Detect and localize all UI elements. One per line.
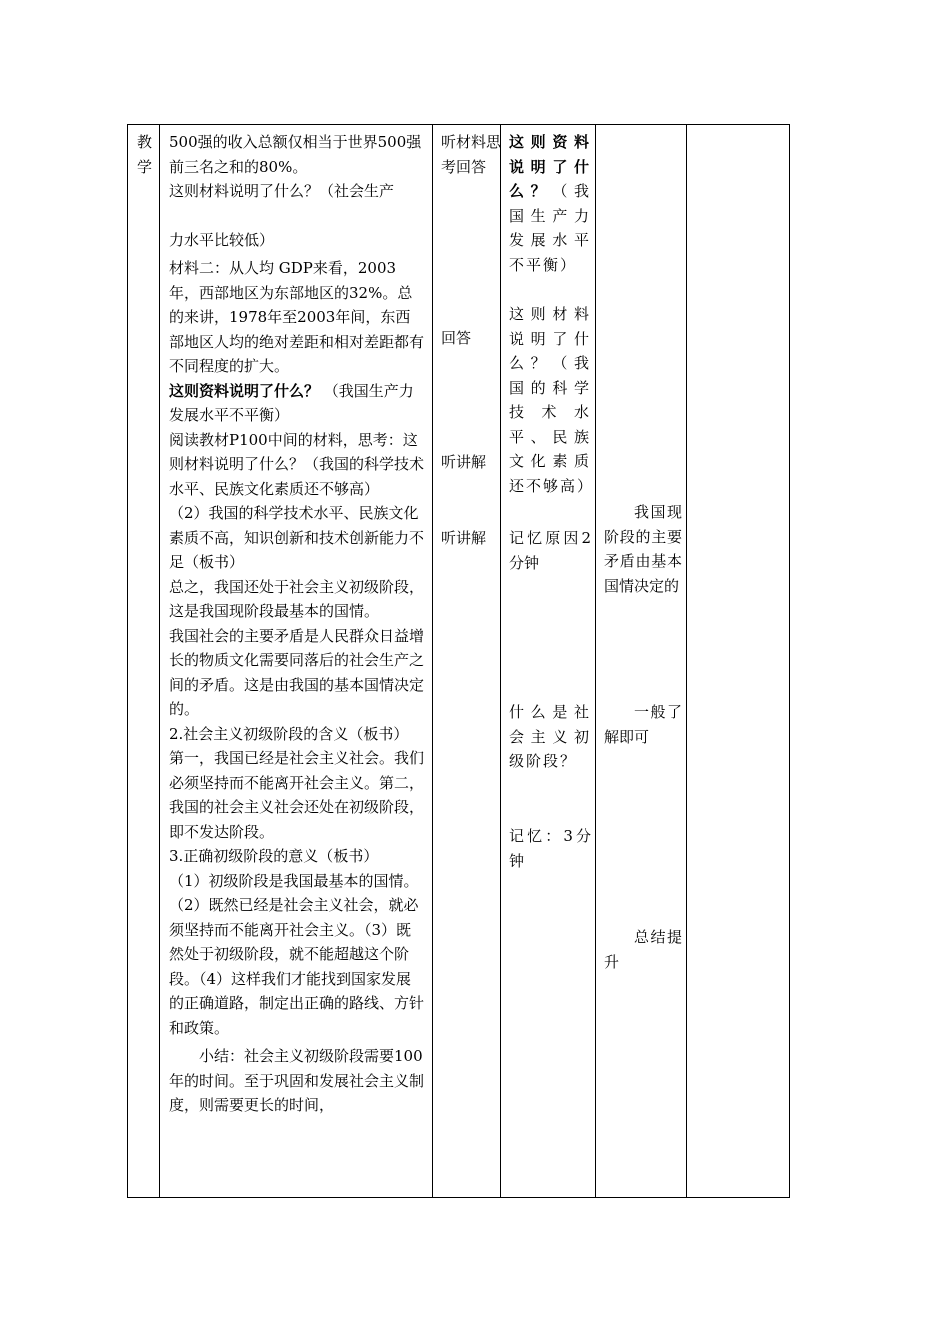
memory-two-minutes: 记忆原因2分钟 bbox=[509, 529, 591, 572]
question-two-bold: 这则资料说明了什么？ bbox=[169, 381, 320, 400]
blank-line bbox=[169, 204, 424, 228]
material-two-text: 材料二：从人均 GDP来看，2003年，西部地区为东部地区的32%。总的来讲，1978年至2003年间，东西部地区人均的绝对差距和相对差距都有不同程度的扩大。 bbox=[169, 259, 425, 375]
column-divider bbox=[595, 125, 596, 1197]
question-two bbox=[169, 379, 424, 428]
activity-answer: 回答 bbox=[441, 329, 472, 347]
question-four-c: 什么是社会主义初级阶段？ bbox=[509, 703, 591, 770]
activity-listen-1: 听讲解 bbox=[441, 453, 487, 471]
memory-three-minutes: 记忆：3分钟 bbox=[509, 827, 591, 870]
section-two-body: 第一，我国已经是社会主义社会。我们必须坚持而不能离开社会主义。第二，我国的社会主义社会还处在初级阶段，即不发达阶段。 bbox=[169, 749, 425, 841]
material-one-text: 500强的收入总额仅相当于世界500强前三名之和的80%。 bbox=[169, 133, 422, 176]
note-summary: 总结提升 bbox=[604, 928, 682, 971]
textbook-reading: 阅读教材P100中间的材料，思考：这则材料说明了什么？（我国的科学技术水平、民族文化素质还不够高） bbox=[169, 430, 425, 498]
main-contradiction: 我国社会的主要矛盾是人民群众日益增长的物质文化需要同落后的社会生产之间的矛盾。这是由我国的基本国情决定的。 bbox=[169, 626, 425, 718]
stage-cell bbox=[137, 130, 157, 179]
activity-listen-2: 听讲解 bbox=[441, 529, 487, 547]
section-three-body: （1）初级阶段是我国最基本的国情。（2）既然已经是社会主义社会，就必须坚持而不能离开社会主义。（3）既然处于初级阶段，就不能超越这个阶段。（4）这样我们才能找到国家发展的正确道路，制定出正确的路线、方针和政策。 bbox=[169, 871, 425, 1037]
activity-cell bbox=[441, 130, 502, 547]
question-four-a-bold: 这则资料说明了什么？ bbox=[509, 133, 591, 200]
section-two-heading: 2.社会主义初级阶段的含义（板书） bbox=[169, 724, 409, 743]
conclusion: 总之，我国还处于社会主义初级阶段，这是我国现阶段最基本的国情。 bbox=[169, 577, 425, 620]
answer-one: 力水平比较低） bbox=[169, 230, 275, 249]
column-divider bbox=[432, 125, 433, 1197]
section-three-heading: 3.正确初级阶段的意义（板书） bbox=[169, 847, 379, 865]
point-two: （2）我国的科学技术水平、民族文化素质不高，知识创新和技术创新能力不足（板书） bbox=[169, 504, 425, 571]
question-four-a-answer: （我国生产力发展水平不平衡） bbox=[509, 182, 591, 274]
column-divider bbox=[159, 125, 160, 1197]
stage-label: 教 学 bbox=[137, 133, 153, 176]
content-cell bbox=[169, 130, 424, 1118]
question-four-b: 这则材料说明了什么？（我国的科学技术水平、民族文化素质还不够高） bbox=[509, 305, 595, 495]
question-two-answer: （我国生产力发展水平不平衡） bbox=[169, 381, 414, 424]
column-divider bbox=[686, 125, 687, 1197]
summary-text: 小结：社会主义初级阶段需要100年的时间。至于巩固和发展社会主义制度，则需要更长的时间， bbox=[169, 1047, 425, 1114]
question-one: 这则材料说明了什么？（社会生产 bbox=[169, 182, 395, 200]
activity-listen-think: 听材料思考回答 bbox=[441, 133, 502, 176]
note-main-contradiction: 我国现阶段的主要矛盾由基本国情决定的 bbox=[604, 503, 682, 595]
note-general: 一般了解即可 bbox=[604, 703, 682, 746]
question-cell bbox=[509, 130, 595, 870]
lesson-plan-table bbox=[127, 124, 790, 1198]
column-divider bbox=[500, 125, 501, 1197]
question-four-a bbox=[509, 130, 591, 277]
